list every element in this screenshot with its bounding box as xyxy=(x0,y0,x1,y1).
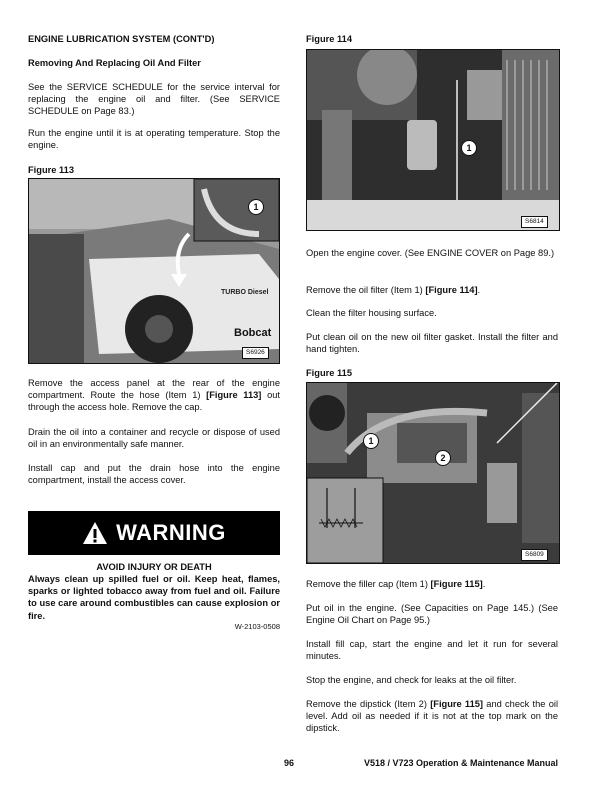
paragraph-drain-oil: Drain the oil into a container and recycle or dispose of used oil in an environmentally safe manner. xyxy=(28,427,280,450)
page-number: 96 xyxy=(284,758,295,768)
paragraph-new-gasket: Put clean oil on the new oil filter gasket. Install the filter and hand tighten. xyxy=(306,332,558,355)
paragraph-service-interval: See the SERVICE SCHEDULE for the service interval for replacing the engine oil and filter. (See SERVICE SCHEDULE on Page 83.) xyxy=(28,82,280,117)
text: Remove the dipstick (Item 2) xyxy=(306,699,431,709)
callout-1: 1 xyxy=(363,433,379,449)
warning-triangle-icon xyxy=(82,521,108,545)
warning-banner xyxy=(28,511,280,555)
warning-body: Always clean up spilled fuel or oil. Keep heat, flames, sparks or lighted tobacco away from fuel and oil. Failure to use care around combustibles can cause explosion or fire. xyxy=(28,574,280,621)
figure-code: S6809 xyxy=(521,549,548,561)
paragraph-check-leaks: Stop the engine, and check for leaks at the oil filter. xyxy=(306,675,517,685)
figure-113-image xyxy=(28,178,280,364)
paragraph-clean-housing: Clean the filter housing surface. xyxy=(306,308,437,318)
paragraph-remove-filter xyxy=(306,284,558,296)
figure-114-label: Figure 114 xyxy=(306,34,352,44)
bobcat-decal: Bobcat xyxy=(234,327,272,339)
warning-code: W-2103-0508 xyxy=(234,622,280,631)
text: Remove the oil filter (Item 1) xyxy=(306,285,426,295)
warning-subtitle: AVOID INJURY OR DEATH xyxy=(96,562,212,572)
text: . xyxy=(477,285,481,295)
figure-ref: [Figure 115] xyxy=(430,699,484,709)
callout-1: 1 xyxy=(248,199,264,215)
figure-code: S6814 xyxy=(521,216,548,228)
paragraph-open-cover: Open the engine cover. (See ENGINE COVER on Page 89.) xyxy=(306,248,555,258)
figure-115-label: Figure 115 xyxy=(306,368,352,378)
text: out through the access hole. Remove the cap. xyxy=(28,390,280,413)
warning-title: WARNING xyxy=(116,520,226,545)
text: and check the oil level. Add oil as needed if it is not at the top mark on the dipstick. xyxy=(306,699,559,734)
figure-115-image xyxy=(306,382,560,564)
paragraph-install-fill-cap: Install fill cap, start the engine and let it run for several minutes. xyxy=(306,639,558,662)
figure-ref: [Figure 113] xyxy=(206,390,262,401)
figure-ref: [Figure 115] xyxy=(430,579,483,589)
paragraph-access-panel xyxy=(28,377,280,414)
callout-2: 2 xyxy=(435,450,451,466)
turbo-diesel-decal: TURBO Diesel xyxy=(221,289,269,296)
manual-title: V518 / V723 Operation & Maintenance Manual xyxy=(363,758,558,768)
paragraph-put-oil: Put oil in the engine. (See Capacities on Page 145.) (See Engine Oil Chart on Page 95.) xyxy=(306,603,558,626)
subsection-heading: Removing And Replacing Oil And Filter xyxy=(28,58,201,68)
figure-code: S6926 xyxy=(242,347,269,359)
text: Remove the filler cap (Item 1) xyxy=(306,579,431,589)
callout-1: 1 xyxy=(461,140,477,156)
paragraph-run-engine: Run the engine until it is at operating temperature. Stop the engine. xyxy=(28,128,280,151)
figure-ref: [Figure 114] xyxy=(425,285,478,295)
paragraph-check-dipstick xyxy=(306,698,558,735)
figure-114-image xyxy=(306,49,560,231)
paragraph-install-cap: Install cap and put the drain hose into the engine compartment, install the access cover. xyxy=(28,463,280,486)
text: Remove the access panel at the rear of the engine compartment. Route the hose (Item 1) xyxy=(28,378,280,401)
text: . xyxy=(482,579,486,589)
paragraph-remove-filler-cap xyxy=(306,578,558,590)
figure-113-label: Figure 113 xyxy=(28,165,74,175)
section-heading: ENGINE LUBRICATION SYSTEM (CONT'D) xyxy=(28,34,215,44)
